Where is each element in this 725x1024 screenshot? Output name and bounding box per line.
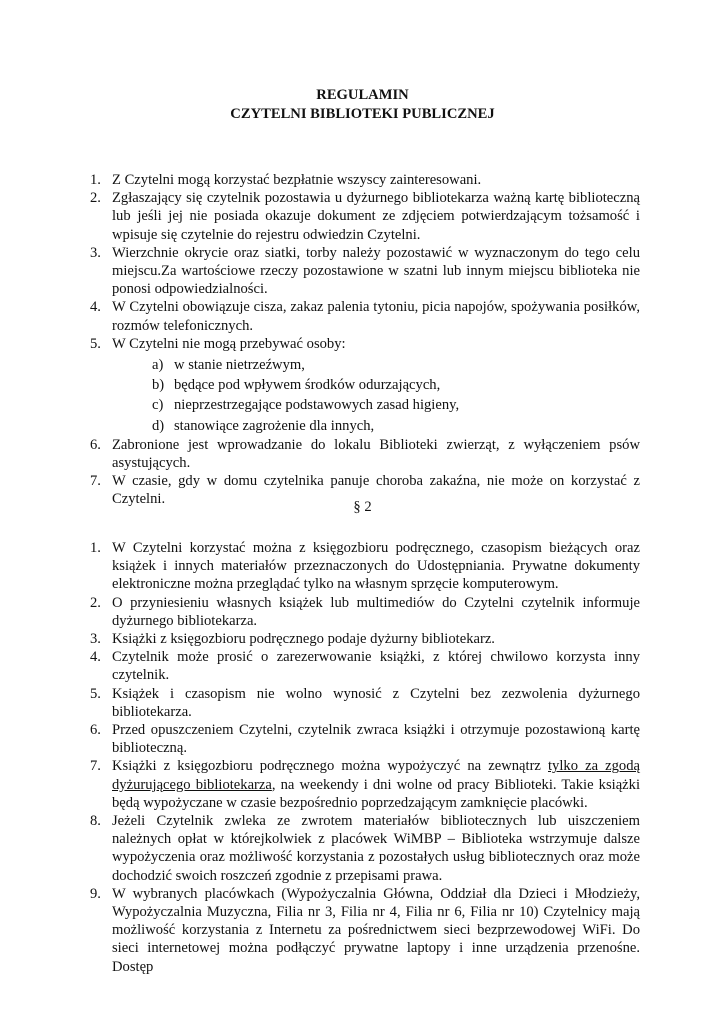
title-line-2: CZYTELNI BIBLIOTEKI PUBLICZNEJ (230, 105, 495, 122)
list-item: 7. Książki z księgozbioru podręcznego można wypożyczyć na zewnątrz tylko za zgodą dyżurującego bibliotekarza, na weekendy i dni wolne od pracy Biblioteki. Takie książki będą wypożyczane w czasie bezpośrednio poprzedzającym zamknięcie placówki. (90, 758, 640, 811)
list-item: 4. Czytelnik może prosić o zarezerwowanie książki, z której chwilowo korzysta inny czytelnik. (90, 649, 640, 684)
sub-list-item: c) nieprzestrzegające podstawowych zasad higieny, (152, 397, 460, 414)
sub-list-item: b) będące pod wpływem środków odurzających, (152, 377, 441, 394)
list-item: 5. Książek i czasopism nie wolno wynosić z Czytelni bez zezwolenia dyżurnego bibliotekarza. (90, 685, 640, 720)
list-item: 5. W Czytelni nie mogą przebywać osoby: a) w stanie nietrzeźwym, b) będące pod wpływem środków odurzających, c) nieprzestrzegające podstawowych zasad higieny, d) stanowiące zagrożenie dla innych, (90, 335, 640, 436)
title-line-1: REGULAMIN (316, 87, 409, 103)
list-item: 6. Zabronione jest wprowadzanie do lokalu Biblioteki zwierząt, z wyłączeniem psów asystujących. (90, 436, 640, 472)
document-title (0, 86, 725, 123)
list-item: 2. Zgłaszający się czytelnik pozostawia u dyżurnego bibliotekarza ważną kartę biblioteczną lub jeśli jej nie posiada okazuje dokument ze zdjęciem potwierdzającym tożsamość i wpisuje się czytelnie do rejestru odwiedzin Czytelni. (90, 190, 640, 243)
sub-list-item: a) w stanie nietrzeźwym, (152, 357, 305, 374)
sub-list-item: d) stanowiące zagrożenie dla innych, (152, 417, 375, 434)
list-item: 3. Książki z księgozbioru podręcznego podaje dyżurny bibliotekarz. (90, 631, 495, 648)
list-item: 7. W czasie, gdy w domu czytelnika panuje choroba zakaźna, nie może on korzystać z Czytelni. (90, 473, 640, 508)
underlined-phrase: tylko za zgodą dyżurującego bibliotekarza (112, 758, 640, 793)
list-item: 9. W wybranych placówkach (Wypożyczalnia Główna, Oddział dla Dzieci i Młodzieży, Wypożyczalnia Muzyczna, Filia nr 3, Filia nr 4, Filia nr 6, Filia nr 10) Czytelnicy mają możliwość korzystania z Internetu za pośrednictwem sieci bezprzewodowej WiFi. Do sieci internetowej można podłączyć prywatne laptopy i inne urządzenia przenośne. Dostęp (90, 885, 640, 975)
list-item: 3. Wierzchnie okrycie oraz siatki, torby należy pozostawić w wyznaczonym do tego celu miejscu.Za wartościowe rzeczy pozostawione w szatni lub innym miejscu biblioteka nie ponosi odpowiedzialności. (90, 244, 640, 298)
section-1-list (90, 171, 640, 509)
section-2-list (90, 539, 640, 976)
list-item: 1. W Czytelni korzystać można z księgozbioru podręcznego, czasopism bieżących oraz książek i innych materiałów przeznaczonych do Udostępniania. Prywatne dokumenty elektroniczne można przeglądać tylko na własnym sprzęcie komputerowym. (90, 540, 640, 593)
section-heading: § 2 (353, 499, 372, 515)
list-item: 2. O przyniesieniu własnych książek lub multimediów do Czytelni czytelnik informuje dyżurnego bibliotekarza. (90, 594, 640, 629)
sub-list (112, 355, 640, 436)
list-item: 4. W Czytelni obowiązuje cisza, zakaz palenia tytoniu, picia napojów, spożywania posiłków, rozmów telefonicznych. (90, 299, 640, 334)
list-item: 8. Jeżeli Czytelnik zwleka ze zwrotem materiałów bibliotecznych lub uiszczeniem należnych opłat w którejkolwiek z placówek WiMBP – Biblioteka wstrzymuje dalsze wypożyczenia oraz możliwość korzystania z pozostałych usług bibliotecznych oraz może dochodzić swoich roszczeń zgodnie z przepisami prawa. (90, 813, 640, 884)
list-item: 6. Przed opuszczeniem Czytelni, czytelnik zwraca książki i otrzymuje pozostawioną kartę biblioteczną. (90, 722, 640, 757)
list-item: 1. Z Czytelni mogą korzystać bezpłatnie wszyscy zainteresowani. (90, 172, 482, 188)
